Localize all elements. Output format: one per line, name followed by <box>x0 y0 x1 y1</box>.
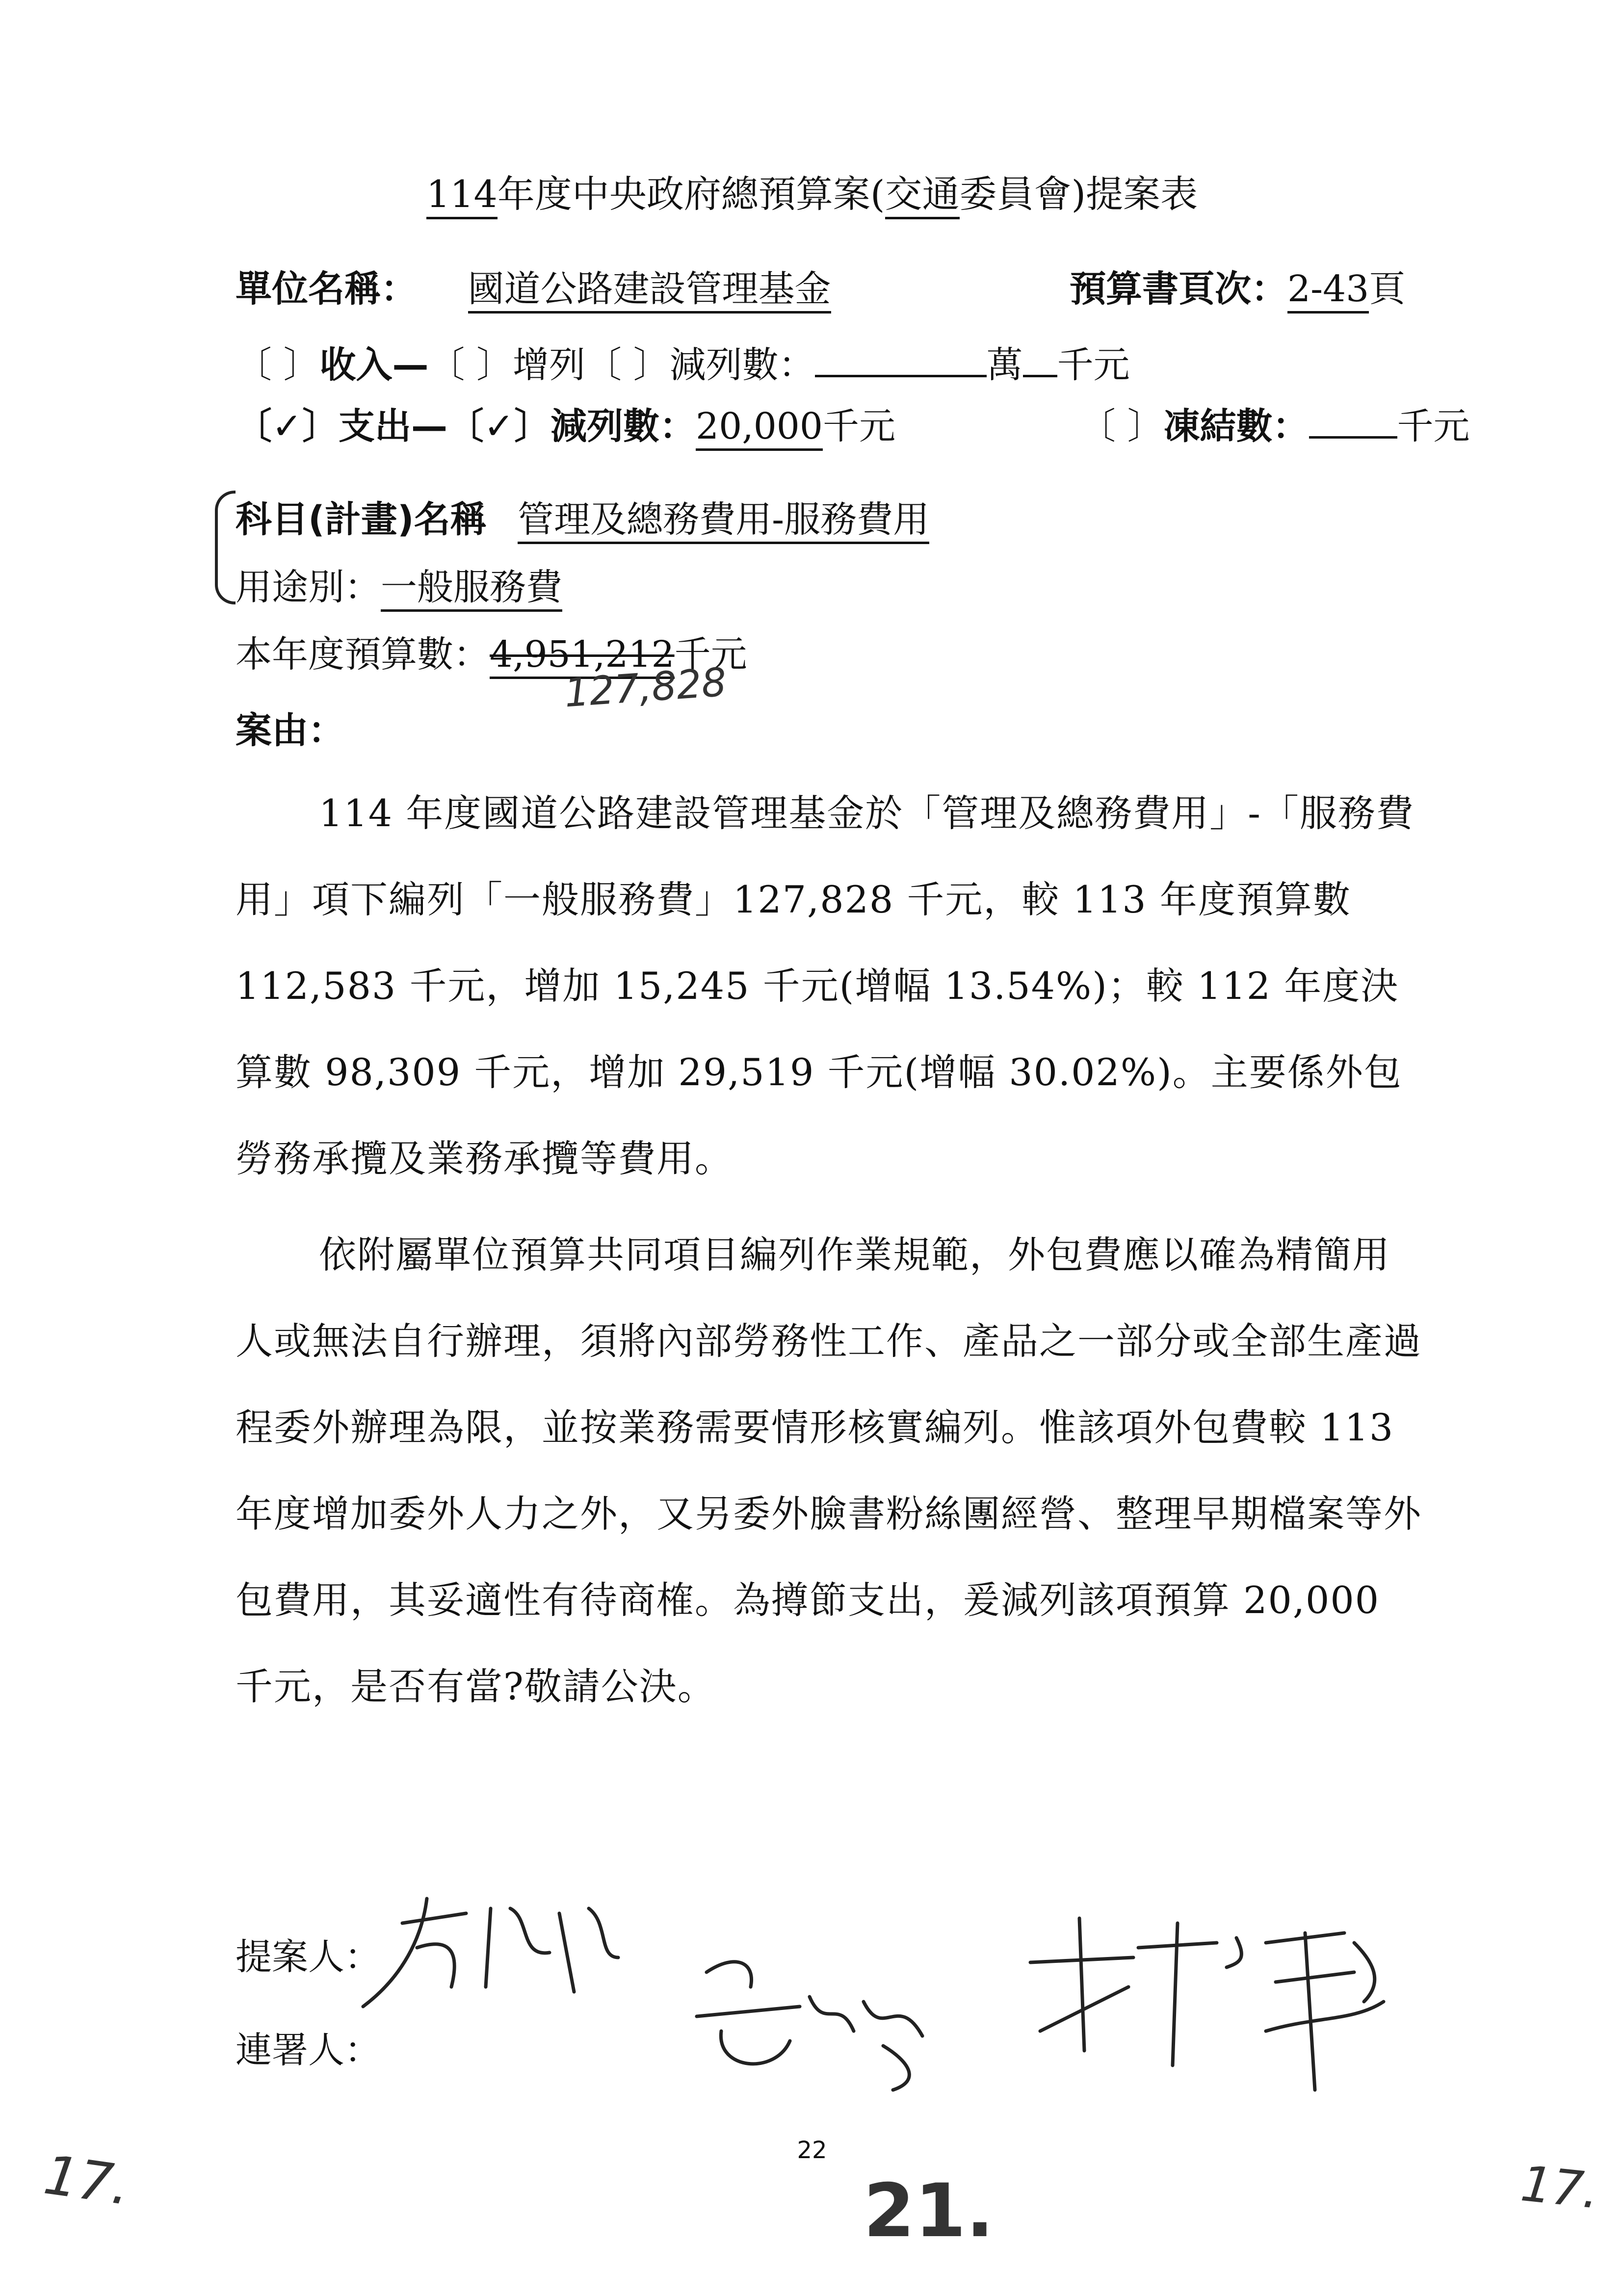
income-blank-wan <box>815 345 987 377</box>
subject-brace <box>215 491 236 604</box>
freeze-label: 凍結數： <box>1163 405 1309 447</box>
expense-unit: 千元 <box>822 405 895 447</box>
freeze-blank <box>1309 407 1397 439</box>
usage-label: 用途別： <box>236 566 381 608</box>
margin-mark-center: 21. <box>864 2168 994 2254</box>
cosigner-signature-2 <box>1011 1904 1413 2110</box>
page-ref-value: 2-43 <box>1287 268 1369 313</box>
page-ref-suffix: 頁 <box>1369 268 1406 310</box>
income-label: 收入— <box>319 344 429 386</box>
usage-value: 一般服務費 <box>381 566 562 612</box>
cosigner-label: 連署人： <box>236 2029 381 2071</box>
expense-amount: 20,000 <box>696 405 823 451</box>
income-checkbox: 〔 〕 <box>236 344 320 386</box>
margin-mark-left: 17. <box>40 2143 134 2218</box>
margin-mark-right: 17. <box>1518 2155 1602 2220</box>
reason-label: 案由： <box>236 709 344 752</box>
income-unit-qian: 千元 <box>1057 344 1130 386</box>
page-number: 22 <box>797 2137 827 2164</box>
expense-decrease-checkbox: 〔✓〕 <box>447 405 551 447</box>
income-row <box>236 336 1130 388</box>
expense-row <box>236 397 895 449</box>
freeze-unit: 千元 <box>1397 405 1470 447</box>
budget-struck-value: 4,951,212 <box>490 633 675 679</box>
expense-label: 支出— <box>339 405 448 447</box>
proposer-label: 提案人： <box>236 1936 381 1978</box>
budget-label: 本年度預算數： <box>236 633 490 676</box>
page-ref <box>1070 260 1405 312</box>
page-ref-label: 預算書頁次： <box>1070 268 1287 310</box>
title-text-a: 年度中央政府總預算案( <box>497 172 885 216</box>
unit-value: 國道公路建設管理基金 <box>468 268 831 313</box>
income-unit-wan: 萬 <box>986 344 1023 386</box>
cosigner-signature-1 <box>677 1933 952 2100</box>
document-title <box>0 164 1624 218</box>
income-decrease: 〔 〕減列數： <box>585 344 815 386</box>
budget-unit: 千元 <box>674 633 747 676</box>
income-increase: 〔 〕增列 <box>428 344 586 386</box>
reason-paragraph-2: 依附屬單位預算共同項目編列作業規範，外包費應以確為精簡用人或無法自行辦理，須將內部勞務性工作、產品之一部分或全部生產過程委外辦理為限，並按業務需要情形核實編列。惟該項外包費較 113 年度增加委外人力之外，又另委外臉書粉絲團經營、整理早期檔案等外包費用，其妥適性有待商榷。為撙節支出，爰減列該項預算 20,000 千元，是否有當?敬請公決。 <box>236 1233 1422 1708</box>
freeze-group <box>1079 397 1470 449</box>
expense-checkbox: 〔✓〕 <box>236 405 339 447</box>
freeze-checkbox: 〔 〕 <box>1079 405 1164 447</box>
subject-row <box>236 491 929 543</box>
title-text-b: 委員會)提案表 <box>959 172 1198 216</box>
unit-label: 單位名稱： <box>236 268 417 310</box>
income-blank-qian <box>1023 345 1057 377</box>
expense-decrease-label: 減列數： <box>550 405 696 447</box>
usage-row <box>236 558 562 610</box>
title-year: 114 <box>426 172 498 219</box>
title-committee: 交通 <box>885 172 960 219</box>
subject-label: 科目(計畫)名稱 <box>236 498 487 541</box>
subject-value: 管理及總務費用-服務費用 <box>518 498 929 544</box>
reason-paragraph-1: 114 年度國道公路建設管理基金於「管理及總務費用」-「服務費用」項下編列「一般服務費」127,828 千元，較 113 年度預算數 112,583 千元，增加 15,245 千元(增幅 13.54%)；較 112 年度決算數 98,309 千元，增加 29,519 千元(增幅 30.02%)。主要係外包勞務承攬及業務承攬等費用。 <box>236 791 1414 1180</box>
proposer-signature <box>343 1879 638 2036</box>
budget-handwritten-correction: 127,828 <box>563 659 728 716</box>
unit-row <box>236 260 831 312</box>
